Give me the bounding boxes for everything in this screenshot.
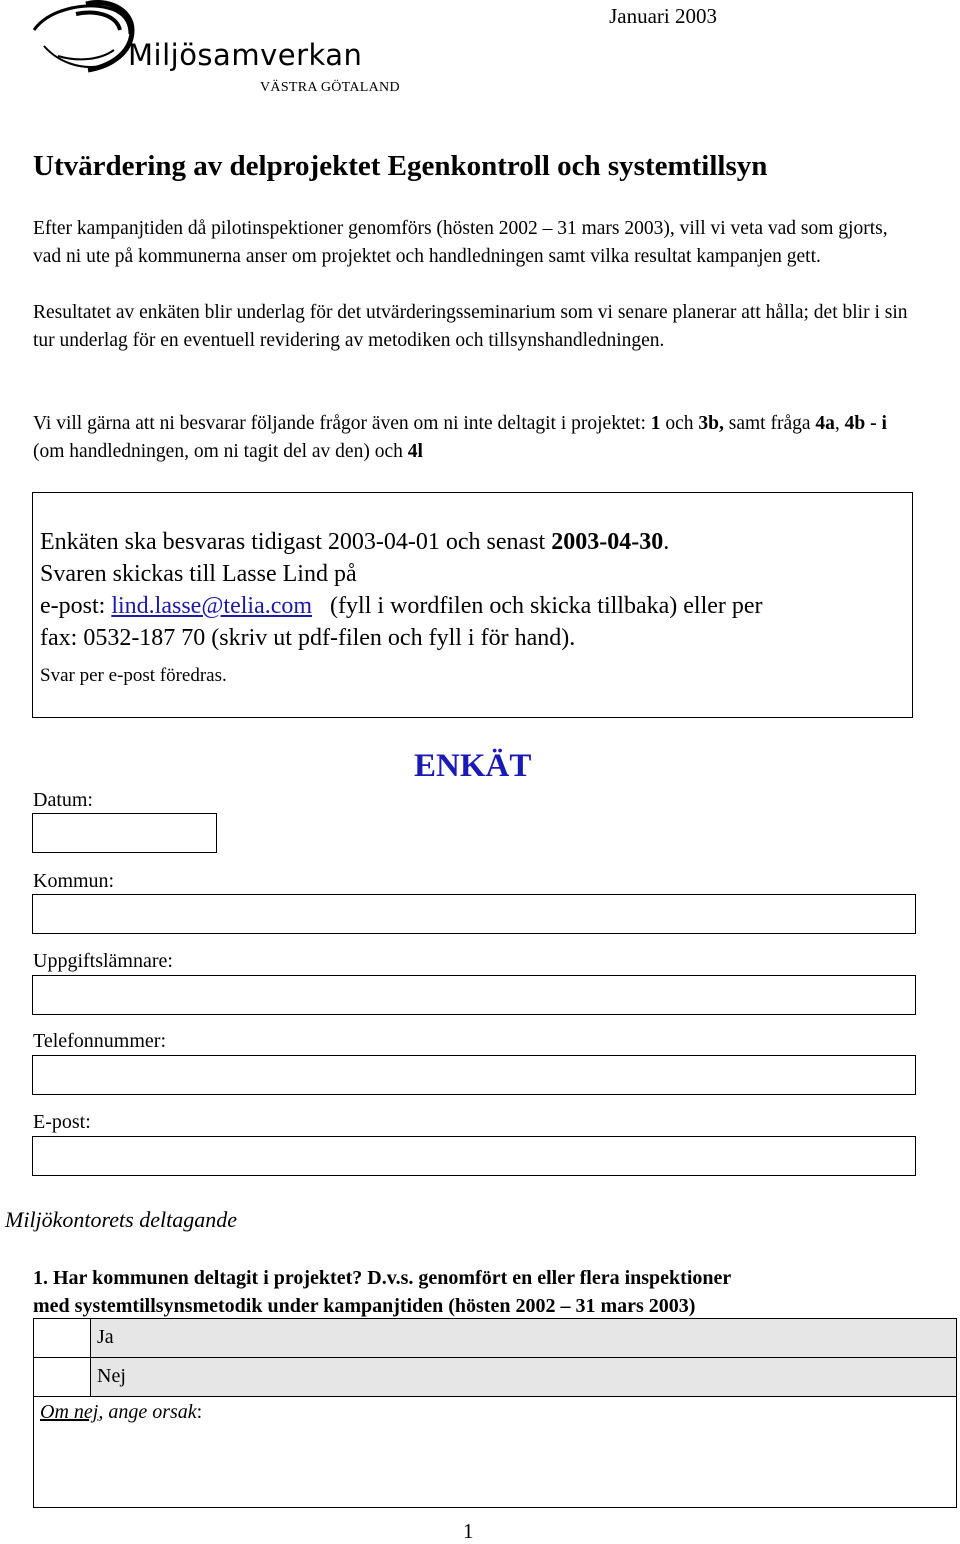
logo-name: Miljösamverkan [128,38,363,72]
document-date: Januari 2003 [609,4,717,28]
question-1-line-2: med systemtillsynsmetodik under kampanjtiden (hösten 2002 – 31 mars 2003) [33,1295,696,1317]
option-nej-row[interactable] [33,1357,957,1397]
epost-field[interactable] [32,1136,916,1176]
datum-field[interactable] [32,813,217,853]
datum-label: Datum: [33,789,93,811]
uppgiftslamnare-label: Uppgiftslämnare: [33,950,173,972]
logo [28,0,408,100]
kommun-field[interactable] [32,894,916,934]
reason-field[interactable] [33,1396,957,1508]
telefon-label: Telefonnummer: [33,1030,166,1052]
option-nej-checkbox[interactable] [34,1358,91,1396]
deadline-line: Enkäten ska besvaras tidigast 2003-04-01 och senast 2003-04-30. [40,529,670,555]
telefon-field[interactable] [32,1055,916,1095]
recipient-line: Svaren skickas till Lasse Lind på [40,561,357,587]
intro-paragraph-3: Vi vill gärna att ni besvarar följande frågor även om ni inte deltagit i projektet: 1 och 3b, samt fråga 4a, 4b - i (om handledningen, om ni tagit del av den) och 4l [33,413,887,462]
fax-line: fax: 0532-187 70 (skriv ut pdf-filen och fyll i för hand). [40,625,576,651]
intro-paragraph-2: Resultatet av enkäten blir underlag för det utvärderingsseminarium som vi senare planerar att hålla; det blir i sin tur underlag för en eventuell revidering av metodiken och tillsynshandledningen. [33,302,908,351]
option-ja-label: Ja [91,1319,956,1357]
page-title: Utvärdering av delprojektet Egenkontroll och systemtillsyn [33,150,768,182]
option-ja-checkbox[interactable] [34,1319,91,1357]
option-nej-label: Nej [91,1358,956,1396]
question-1-line-1: 1. Har kommunen deltagit i projektet? D.v.s. genomfört en eller flera inspektioner [33,1267,732,1289]
email-link[interactable]: lind.lasse@telia.com [111,593,313,619]
uppgiftslamnare-field[interactable] [32,975,916,1015]
intro-paragraph-1: Efter kampanjtiden då pilotinspektioner genomförs (hösten 2002 – 31 mars 2003), vill vi veta vad som gjorts, vad ni ute på kommunerna anser om projektet och handledningen samt vilka resultat kampanjen gett. [33,218,888,267]
email-preferred-note: Svar per e-post föredras. [40,665,227,686]
email-line: e-post: lind.lasse@telia.com (fyll i wordfilen och skicka tillbaka) eller per [40,593,763,619]
reason-label: Om nej, ange orsak: [40,1401,203,1423]
logo-region: VÄSTRA GÖTALAND [260,80,400,95]
form-heading: ENKÄT [414,748,532,784]
epost-label: E-post: [33,1111,91,1133]
kommun-label: Kommun: [33,870,115,892]
question-1 [33,1264,933,1320]
page-number: 1 [463,1519,474,1543]
option-ja-row[interactable] [33,1318,957,1358]
section-title: Miljökontorets deltagande [5,1207,237,1232]
instructions-box [32,492,913,718]
